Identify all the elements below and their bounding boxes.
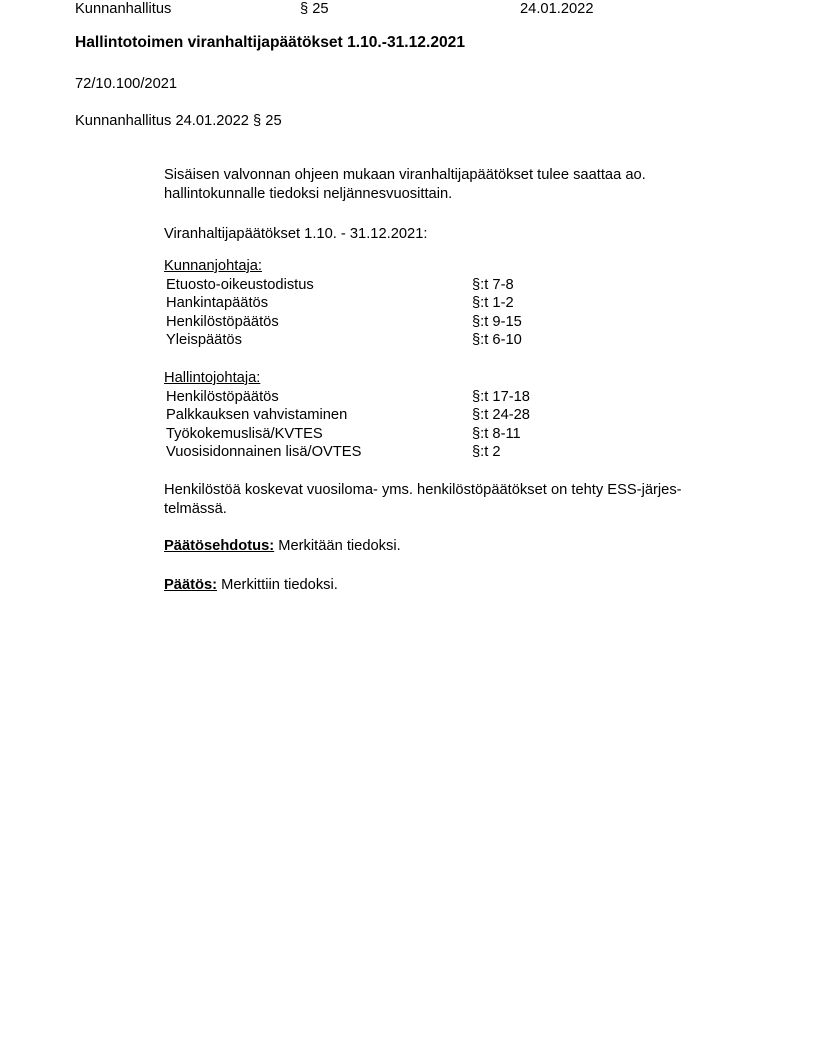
decision-row (164, 331, 522, 350)
intro-line-2: hallintokunnalle tiedoksi neljännesvuosittain. (164, 185, 453, 202)
decision-type: Palkkauksen vahvistaminen (166, 407, 348, 424)
header-section-number: § 25 (300, 1, 329, 17)
decision-paragraphs: §:t 2 (472, 444, 501, 461)
decision-type: Henkilöstöpäätös (166, 313, 279, 330)
section-heading: Kunnanjohtaja: (164, 258, 263, 274)
meeting-reference: Kunnanhallitus 24.01.2022 § 25 (75, 113, 282, 129)
decision-section-hallintojohtaja (164, 369, 530, 462)
intro-line-1: Sisäisen valvonnan ohjeen mukaan viranhaltijapäätökset tulee saattaa ao. (164, 167, 646, 183)
note-line-2: telmässä. (164, 500, 227, 517)
decision-row (164, 443, 530, 462)
decision-row (164, 294, 522, 313)
decision-row (164, 406, 530, 425)
decision-paragraphs: §:t 7-8 (472, 276, 514, 293)
period-line: Viranhaltijapäätökset 1.10. - 31.12.2021: (164, 226, 428, 242)
decision-type: Etuosto-oikeustodistus (166, 276, 314, 293)
note-paragraph (164, 481, 744, 518)
decision-paragraphs: §:t 1-2 (472, 295, 514, 312)
decision-type: Yleispäätös (166, 332, 242, 349)
section-rows (164, 388, 530, 462)
decision-paragraphs: §:t 24-28 (472, 407, 530, 424)
decision-line (164, 576, 338, 595)
decision-text: Merkittiin tiedoksi. (221, 577, 338, 593)
intro-paragraph (164, 166, 736, 203)
decision-paragraphs: §:t 8-11 (472, 425, 521, 442)
decision-row (164, 313, 522, 332)
decision-paragraphs: §:t 17-18 (472, 388, 530, 405)
case-number: 72/10.100/2021 (75, 76, 178, 92)
document-title: Hallintotoimen viranhaltijapäätökset 1.10.-31.12.2021 (75, 34, 466, 51)
decision-paragraphs: §:t 9-15 (472, 313, 522, 330)
decision-label: Päätös: (164, 577, 218, 593)
decision-section-kunnanjohtaja (164, 257, 522, 350)
decision-row (164, 425, 530, 444)
decision-type: Hankintapäätös (166, 295, 269, 312)
proposal-line (164, 537, 401, 556)
decision-row (164, 388, 530, 407)
header-committee: Kunnanhallitus (75, 1, 172, 17)
decision-type: Henkilöstöpäätös (166, 388, 279, 405)
decision-row (164, 276, 522, 295)
decision-type: Vuosisidonnainen lisä/OVTES (166, 444, 362, 461)
header-date: 24.01.2022 (520, 1, 594, 17)
proposal-label: Päätösehdotus: (164, 538, 275, 554)
note-line-1: Henkilöstöä koskevat vuosiloma- yms. henkilöstöpäätökset on tehty ESS-järjes- (164, 482, 682, 498)
section-heading: Hallintojohtaja: (164, 370, 261, 386)
proposal-text: Merkitään tiedoksi. (278, 538, 401, 554)
section-rows (164, 276, 522, 350)
decision-type: Työkokemuslisä/KVTES (166, 425, 323, 442)
decision-paragraphs: §:t 6-10 (472, 332, 522, 349)
